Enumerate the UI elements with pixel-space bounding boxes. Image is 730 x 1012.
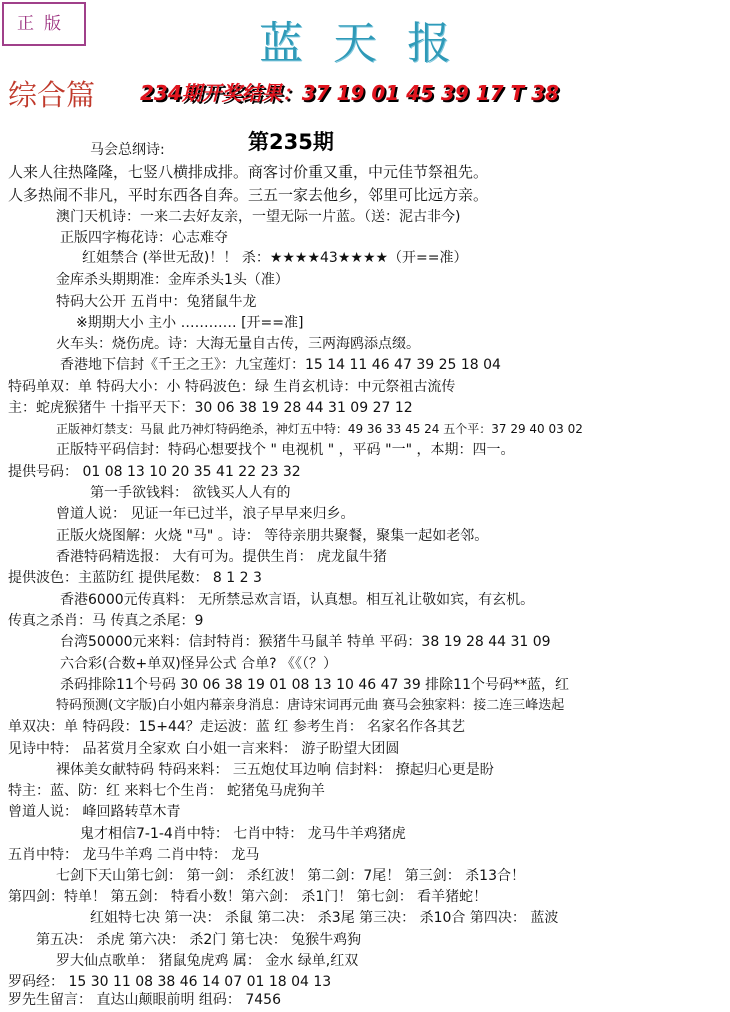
- text-line-27: 特码预测(文字版)白小姐内幕亲身消息：唐诗宋词再元曲 赛马会独家料：接二连三峰迭起: [56, 698, 565, 713]
- text-line-10: 火车头：烧伤虎。诗：大海无量自古传，三两海鸥添点缀。: [56, 336, 420, 352]
- text-line-32: 曾道人说： 峰回路转草木青: [8, 804, 181, 820]
- text-line-36: 第四剑：特单！ 第五剑： 特看小数！第六剑： 杀1门！ 第七剑： 看羊猪蛇！: [8, 889, 488, 905]
- text-line-34: 五肖中特： 龙马牛羊鸡 二肖中特： 龙马: [8, 847, 260, 863]
- text-line-37: 红姐特七决 第一决： 杀鼠 第二决： 杀3尾 第三决： 杀10合 第四决： 蓝波: [90, 910, 559, 926]
- text-line-24: 台湾50000元来料：信封特肖：猴猪牛马鼠羊 特单 平码：38 19 28 44 31 09: [60, 634, 551, 650]
- genuine-badge: 正版: [2, 2, 86, 46]
- text-line-41: 罗先生留言： 直达山颠眼前明 组码： 7456: [8, 992, 281, 1008]
- text-line-17: 第一手欲钱料： 欲钱买人人有的: [90, 485, 291, 501]
- text-line-31: 特主：蓝、防：红 来料七个生肖： 蛇猪兔马虎狗羊: [8, 783, 325, 799]
- text-line-16: 提供号码： 01 08 13 10 20 35 41 22 23 32: [8, 464, 301, 480]
- text-line-5: 正版四字梅花诗：心志难夺: [60, 230, 228, 246]
- text-line-8: 特码大公开 五肖中：兔猪鼠牛龙: [56, 294, 257, 310]
- text-line-9: ※期期大小 主小 ………… [开==准]: [76, 315, 304, 331]
- text-line-33: 鬼才相信7-1-4肖中特： 七肖中特： 龙马牛羊鸡猪虎: [80, 826, 406, 842]
- text-line-28: 单双决：单 特码段：15+44？走运波：蓝 红 参考生肖： 名家名作各其艺: [8, 719, 466, 735]
- masthead-title: 蓝天报: [259, 18, 481, 69]
- text-line-7: 金库杀头期期准：金库杀头1头（准）: [56, 272, 289, 288]
- text-line-3: 人多热闹不非凡，平时东西各自奔。三五一家去他乡，邻里可比远方亲。: [8, 186, 489, 204]
- text-line-21: 提供波色：主蓝防红 提供尾数： 8 1 2 3: [8, 570, 262, 586]
- text-line-2: 人来人往热隆隆，七竖八横排成排。商客讨价重又重，中元佳节祭祖先。: [8, 163, 489, 181]
- text-line-38: 第五决： 杀虎 第六决： 杀2门 第七决： 兔猴牛鸡狗: [36, 932, 362, 948]
- text-line-15: 正版特平码信封：特码心想要找个 " 电视机 " ，平码 "一" ，本期：四一。: [56, 442, 515, 458]
- text-line-20: 香港特码精选报： 大有可为。提供生肖： 虎龙鼠牛猪: [56, 549, 387, 565]
- issue-number: 第235期: [248, 130, 334, 154]
- text-line-30: 裸体美女献特码 特码来料： 三五炮仗耳边响 信封料： 撩起归心更是盼: [56, 762, 494, 778]
- text-line-4: 澳门天机诗：一来二去好友亲，一望无际一片蓝。（送：泥古非今): [56, 209, 461, 225]
- text-line-23: 传真之杀肖：马 传真之杀尾：9: [8, 613, 204, 629]
- section-title: 综合篇: [8, 78, 96, 112]
- text-line-14: 正版神灯禁支：马鼠 此乃神灯特码绝杀，神灯五中特：49 36 33 45 24 五个平：37 29 40 03 02: [56, 422, 583, 436]
- text-line-18: 曾道人说： 见证一年已过半，浪子早早来归乡。: [56, 506, 355, 522]
- text-line-40: 罗码经： 15 30 11 08 38 46 14 07 01 18 04 13: [8, 974, 332, 990]
- text-line-1: 马会总纲诗:: [90, 142, 165, 158]
- text-line-25: 六合彩(合数+单双)怪异公式 合单? 《《（？）: [60, 656, 337, 672]
- text-line-6: 红姐禁合 (举世无敌)！！ 杀：★★★★43★★★★（开==准）: [82, 250, 468, 266]
- text-line-26: 杀码排除11个号码 30 06 38 19 01 08 13 10 46 47 39 排除11个号码**蓝，红: [60, 677, 569, 693]
- text-line-22: 香港6000元传真料： 无所禁忌欢言语，认真想。相互礼让敬如宾，有玄机。: [60, 592, 535, 608]
- draw-result: 234期开奖结果：37 19 01 45 39 17 T 38: [140, 81, 559, 105]
- text-line-13: 主：蛇虎猴猪牛 十指平天下：30 06 38 19 28 44 31 09 27 12: [8, 400, 413, 416]
- text-line-39: 罗大仙点歌单： 猪鼠兔虎鸡 属： 金水 绿单,红双: [56, 953, 359, 969]
- text-line-19: 正版火烧图解：火烧 "马" 。诗： 等待亲朋共聚餐，聚集一起如老邻。: [56, 528, 489, 544]
- text-line-29: 见诗中特： 品茗赏月全家欢 白小姐一言来料： 游子盼望大团圆: [8, 741, 400, 757]
- text-line-35: 七剑下天山第七剑： 第一剑： 杀红波！ 第二剑：7尾！ 第三剑： 杀13合！: [56, 868, 525, 884]
- text-line-12: 特码单双：单 特码大小：小 特码波色：绿 生肖玄机诗：中元祭祖古流传: [8, 379, 456, 395]
- text-line-11: 香港地下信封《千王之王》：九宝莲灯：15 14 11 46 47 39 25 18 04: [60, 357, 501, 373]
